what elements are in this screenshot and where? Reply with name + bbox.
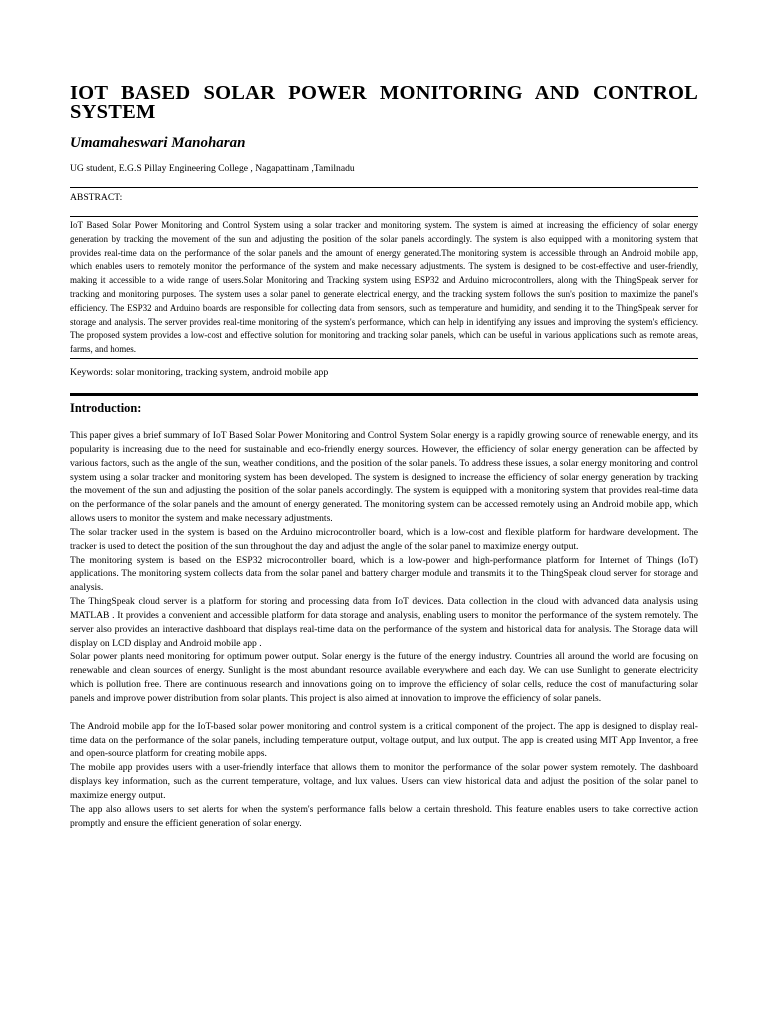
section-heading-introduction: Introduction: <box>70 400 142 415</box>
intro-paragraph: The app also allows users to set alerts for when the system's performance falls below a certain threshold. This feature enables users to take corrective action promptly and ensure the efficient generation of solar energy. <box>70 803 698 829</box>
intro-paragraph: Solar power plants need monitoring for optimum power output. Solar energy is the future of the energy industry. Countries all around the world are focusing on renewable and clean sources of energy. Sunlight is the most abundant resource available everywhere and each day. We can use Sunlight to generate electricity which is pollution free. There are continuous research and innovations going on to improve the efficiency of solar cells, reduce the cost of manufacturing solar panels and improve power distribution from solar plants. This project is also aimed at innovation to improve the efficiency of solar panels. <box>70 651 698 704</box>
abstract-text: IoT Based Solar Power Monitoring and Control System using a solar tracker and monitoring system. The system is aimed at increasing the efficiency of solar energy generation by tracking the movement of the sun and adjusting the position of the solar panels accordingly. The system is also equipped with a monitoring system that provides real-time data on the performance of the solar panels and the amount of energy generated.The monitoring system is accessible through an Android mobile app, which enables users to remotely monitor the performance of the system and make necessary adjustments. The system is designed to be cost-effective and user-friendly, making it accessible to a wide range of users.Solar Monitoring and Tracking system using ESP32 and Arduino microcontrollers, along with the ThingSpeak server for tracking and monitoring purposes. The system uses a solar panel to generate electrical energy, and the tracking system follows the sun's position to maximize the panel's efficiency. The ESP32 and Arduino boards are responsible for collecting data from sensors, such as temperature and humidity, and sending it to the ThingSpeak server for storage and analysis. The server provides real-time monitoring of the system's performance, which can help in identifying any issues and improving the system's efficiency. The proposed system provides a low-cost and effective solution for monitoring and tracking solar panels, which can be useful in various applications such as remote areas, farms, and homes. <box>70 220 698 355</box>
intro-paragraph: The ThingSpeak cloud server is a platform for storing and processing data from IoT devices. Data collection in the cloud with advanced data analysis using MATLAB . It provides a convenient and accessible platform for data storage and analysis, enabling users to monitor the performance of the system remotely. The server also provides an interactive dashboard that displays real-time data on the performance of the system and historical data for analysis. The Storage data will display on LCD display and Android mobile app . <box>70 596 698 649</box>
paper-title <box>70 84 698 122</box>
section-divider <box>70 393 698 396</box>
intro-paragraph: This paper gives a brief summary of IoT Based Solar Power Monitoring and Control System Solar energy is a rapidly growing source of renewable energy, and its popularity is increasing due to the need for sustainable and eco-friendly energy sources. However, the efficiency of solar energy generation can be affected by various factors, such as the angle of the sun, weather conditions, and the position of the solar panels. To address these issues, a solar energy monitoring and control system using a solar tracker and monitoring system has been developed. The system is designed to increase the efficiency of solar energy generation by tracking the movement of the sun and adjusting the position of the solar panels accordingly. The system is equipped with a monitoring system that provides real-time data on the performance of the solar panels and the amount of energy generated. The monitoring system can be accessed remotely using an Android mobile app, which allows users to monitor the system and make necessary adjustments. <box>70 429 698 525</box>
keywords: Keywords: solar monitoring, tracking system, android mobile app <box>70 366 329 378</box>
paper-page <box>70 84 698 830</box>
intro-paragraph: The Android mobile app for the IoT-based solar power monitoring and control system is a critical component of the project. The app is designed to display real-time data on the performance of the solar panels, including temperature output, voltage output, and lux output. The app is created using MIT App Inventor, a free and open-source platform for creating mobile apps. <box>70 720 698 760</box>
divider <box>70 358 698 359</box>
author-name: Umamaheswari Manoharan <box>70 135 246 151</box>
author-affiliation: UG student, E.G.S Pillay Engineering College , Nagapattinam ,Tamilnadu <box>70 163 355 174</box>
divider <box>70 216 698 217</box>
intro-paragraph: The monitoring system is based on the ESP32 microcontroller board, which is a low-power and high-performance platform for Internet of Things (IoT) applications. The monitoring system collects data from the solar panel and battery charger module and transmits it to the ThingSpeak cloud server for storage and analysis. <box>70 554 698 594</box>
abstract-label: ABSTRACT: <box>70 192 123 203</box>
intro-paragraph: The solar tracker used in the system is based on the Arduino microcontroller board, which is a low-cost and flexible platform for hardware development. The tracker is used to detect the position of the sun throughout the day and adjust the angle of the solar panel to maximize energy output. <box>70 526 698 552</box>
intro-paragraph: The mobile app provides users with a user-friendly interface that allows them to monitor the performance of the solar power system remotely. The dashboard displays key information, such as the current temperature, voltage, and lux values. Users can view historical data and adjust the position of the solar panel to maximize energy output. <box>70 762 698 801</box>
paper-title-line-1: IOT BASED SOLAR POWER MONITORING AND CONTROL <box>70 82 698 104</box>
divider <box>70 187 698 188</box>
paper-title-line-2: SYSTEM <box>70 101 156 123</box>
introduction-body <box>70 429 698 830</box>
